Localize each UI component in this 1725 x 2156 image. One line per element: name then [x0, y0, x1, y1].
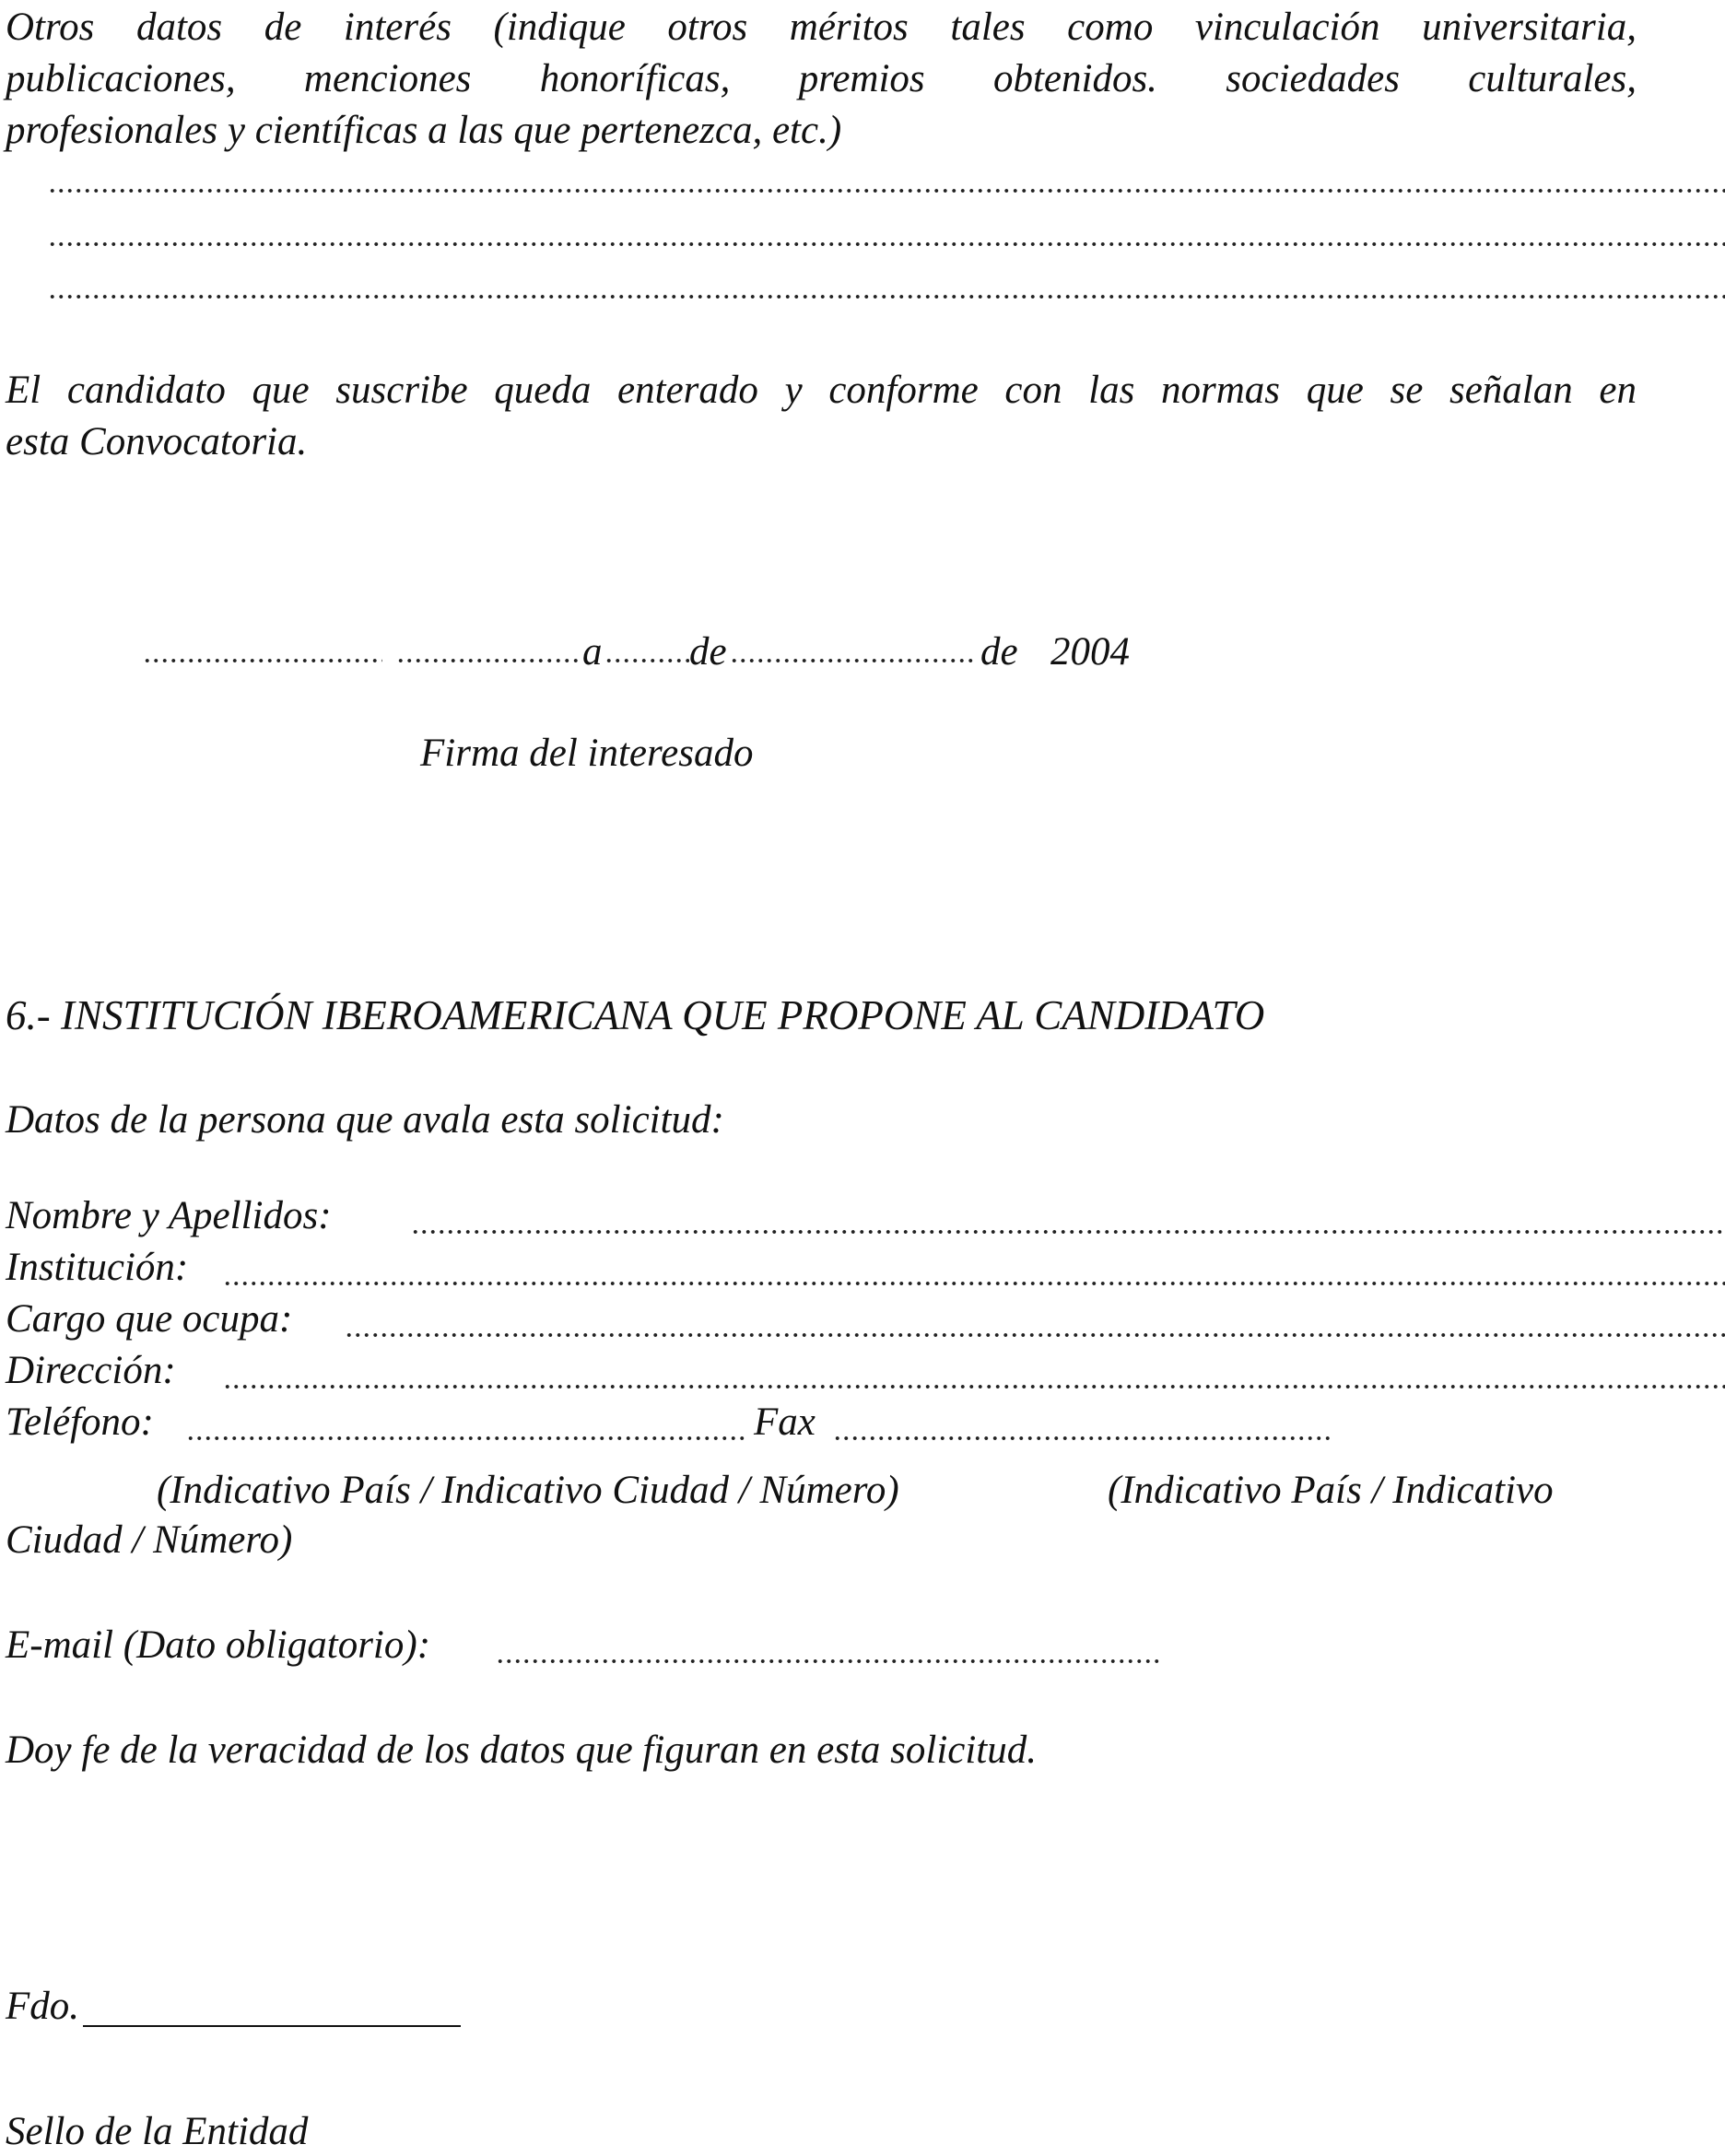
- day-dots[interactable]: [604, 658, 689, 663]
- intro-line-1: Otros datos de interés (indique otros méritos tales como vinculación universitaria,: [6, 6, 1637, 49]
- statement-line-2: esta Convocatoria.: [6, 420, 308, 463]
- field-institucion-label: Institución:: [6, 1246, 189, 1289]
- date-a-text: a: [582, 630, 603, 674]
- endorser-subheading: Datos de la persona que avala esta solicitud:: [6, 1098, 724, 1142]
- section-6-heading: 6.- INSTITUCIÓN IBEROAMERICANA QUE PROPONE AL CANDIDATO: [6, 992, 1265, 1038]
- field-institucion-dots[interactable]: [223, 1281, 1725, 1286]
- date-de-text-2: de: [980, 630, 1018, 674]
- field-email-label: E-mail (Dato obligatorio):: [6, 1623, 431, 1667]
- place-dots[interactable]: [143, 658, 382, 663]
- statement-line-1: El candidato que suscribe queda enterado y conforme con las normas que se señalan en: [6, 369, 1637, 412]
- intro-line-3: profesionales y científicas a las que pertenezca, etc.): [6, 109, 842, 152]
- field-cargo[interactable]: [6, 1295, 1725, 1343]
- field-fax-label: Fax: [754, 1400, 816, 1444]
- date-de-text-1: de: [689, 630, 727, 674]
- field-telefono-fax[interactable]: [6, 1399, 1332, 1447]
- field-telefono-label: Teléfono:: [6, 1400, 154, 1444]
- declaration-text: Doy fe de la veracidad de los datos que figuran en esta solicitud.: [6, 1728, 1038, 1772]
- month-dots[interactable]: [730, 658, 977, 663]
- field-nombre[interactable]: [6, 1192, 1725, 1240]
- field-cargo-label: Cargo que ocupa:: [6, 1297, 293, 1341]
- field-nombre-label: Nombre y Apellidos:: [6, 1194, 332, 1237]
- fax-format-hint: (Indicativo País / Indicativo: [1108, 1469, 1554, 1512]
- signature-label: Firma del interesado: [420, 732, 754, 775]
- date-year: 2004: [1050, 630, 1130, 674]
- field-direccion-dots[interactable]: [223, 1384, 1725, 1389]
- field-direccion[interactable]: [6, 1347, 1725, 1395]
- field-cargo-dots[interactable]: [345, 1332, 1725, 1338]
- fdo-label: Fdo.: [6, 1985, 80, 2028]
- field-email-dots[interactable]: [496, 1658, 1159, 1664]
- intro-line-2: publicaciones, menciones honoríficas, premios obtenidos. sociedades culturales,: [6, 57, 1637, 100]
- field-institucion[interactable]: [6, 1244, 1725, 1292]
- field-direccion-label: Dirección:: [6, 1349, 176, 1392]
- field-email[interactable]: [6, 1622, 1167, 1670]
- fdo-signature-line[interactable]: [83, 2025, 461, 2027]
- sello-label: Sello de la Entidad: [6, 2110, 309, 2153]
- field-telefono-dots[interactable]: [186, 1435, 748, 1441]
- answer-line-3[interactable]: [48, 294, 1725, 299]
- field-fax-dots[interactable]: [833, 1435, 1331, 1441]
- day-prefix-dots[interactable]: [396, 658, 581, 663]
- answer-line-2[interactable]: [48, 241, 1725, 247]
- fax-format-hint-cont: Ciudad / Número): [6, 1518, 293, 1562]
- phone-format-hint: (Indicativo País / Indicativo Ciudad / Número): [157, 1469, 899, 1512]
- field-nombre-dots[interactable]: [411, 1229, 1725, 1235]
- date-line: [0, 628, 1198, 676]
- answer-line-1[interactable]: [48, 188, 1725, 193]
